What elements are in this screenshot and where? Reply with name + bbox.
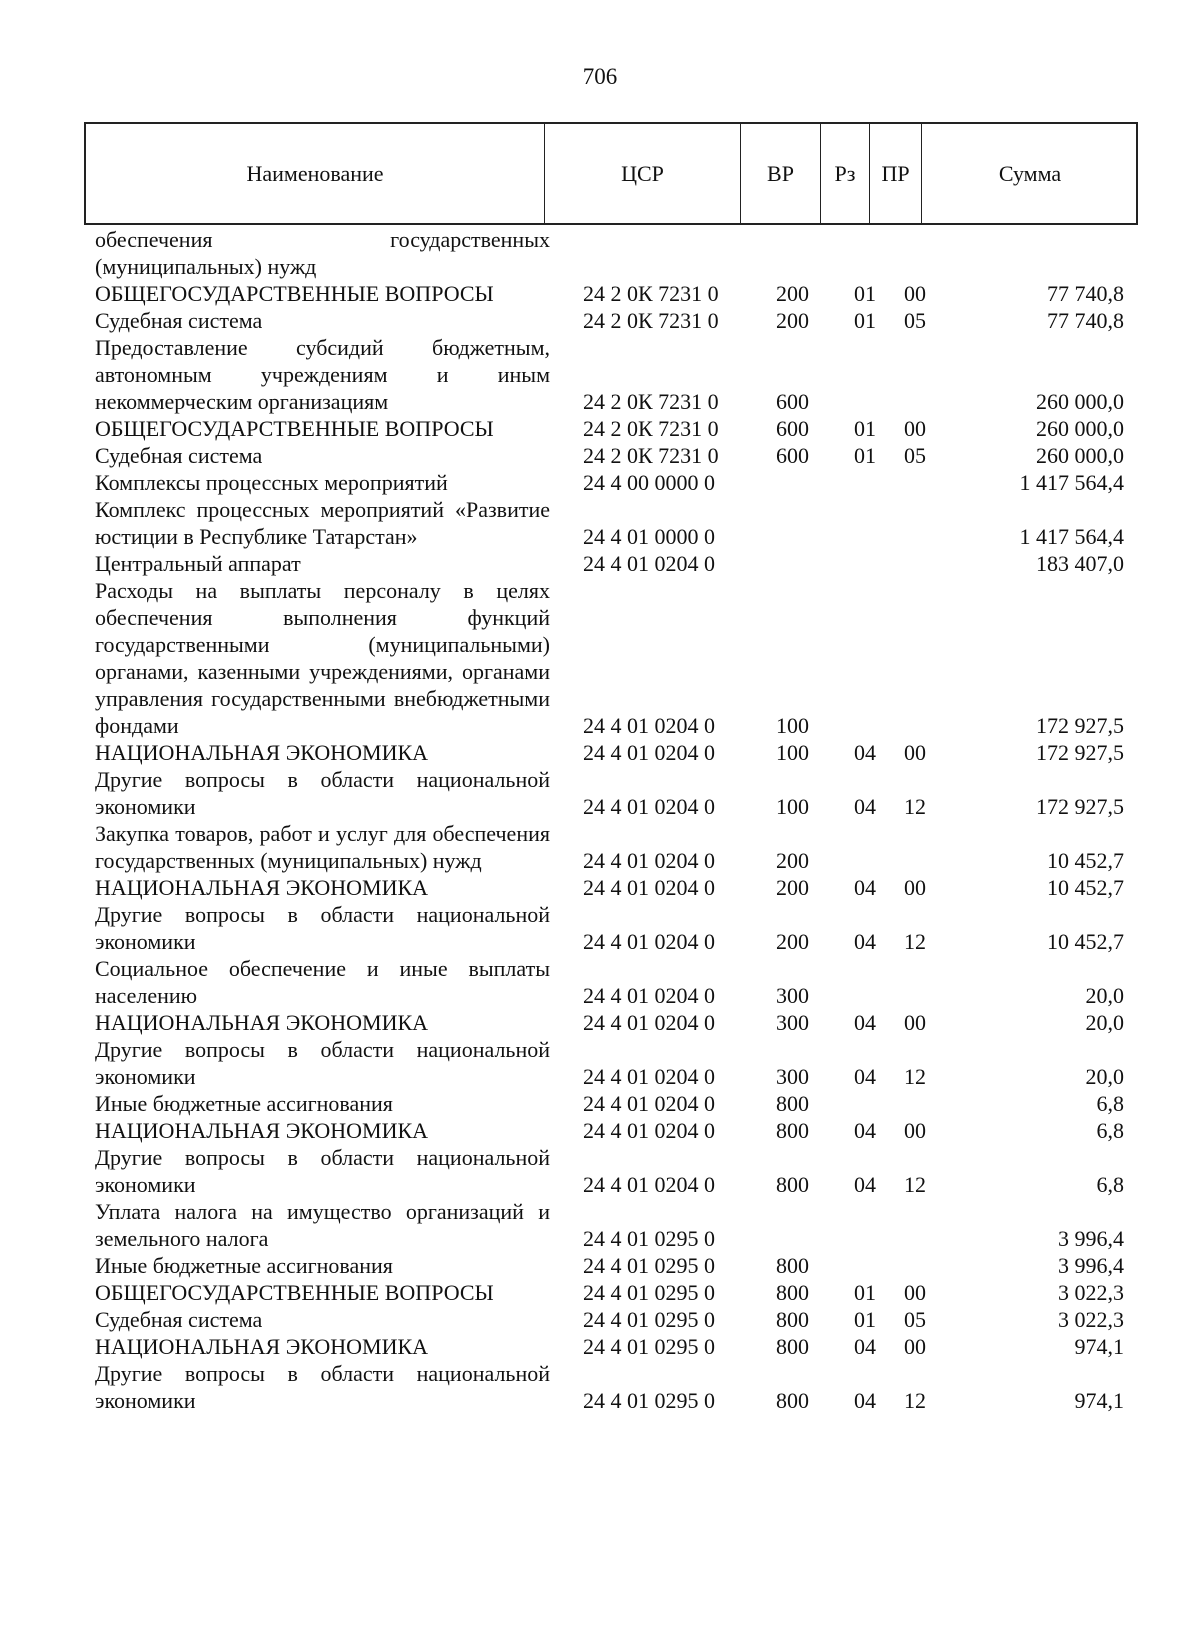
- row-sum: 77 740,8: [1047, 308, 1124, 333]
- row-vr: 600: [776, 389, 809, 414]
- row-sum: 10 452,7: [1047, 848, 1124, 873]
- row-sum: 20,0: [1085, 983, 1124, 1008]
- table-row: [84, 874, 1138, 901]
- table-row: [84, 739, 1138, 766]
- row-csr: 24 4 01 0204 0: [583, 1118, 715, 1143]
- row-pr: 00: [904, 875, 926, 900]
- row-pr: 00: [904, 1280, 926, 1305]
- row-sum: 20,0: [1085, 1064, 1124, 1089]
- row-csr: 24 4 01 0204 0: [583, 875, 715, 900]
- table-row: [84, 577, 1138, 739]
- row-vr: 200: [776, 875, 809, 900]
- row-pr: 00: [904, 1010, 926, 1035]
- row-name: Иные бюджетные ассигнования: [95, 1253, 393, 1278]
- row-sum: 3 022,3: [1058, 1280, 1124, 1305]
- row-name: Судебная система: [95, 443, 263, 468]
- row-rz: 04: [854, 1064, 876, 1089]
- row-vr: 200: [776, 929, 809, 954]
- budget-table: [84, 226, 1138, 1414]
- row-vr: 100: [776, 713, 809, 738]
- row-sum: 260 000,0: [1036, 416, 1124, 441]
- row-rz: 04: [854, 1010, 876, 1035]
- row-csr: 24 4 01 0204 0: [583, 1091, 715, 1116]
- row-sum: 183 407,0: [1036, 551, 1124, 576]
- row-csr: 24 4 01 0295 0: [583, 1226, 715, 1251]
- row-rz: 04: [854, 1334, 876, 1359]
- row-vr: 800: [776, 1388, 809, 1413]
- row-vr: 800: [776, 1280, 809, 1305]
- table-row: [84, 469, 1138, 496]
- row-vr: 600: [776, 416, 809, 441]
- row-pr: 00: [904, 1334, 926, 1359]
- row-csr: 24 4 01 0295 0: [583, 1334, 715, 1359]
- row-name: Судебная система: [95, 308, 263, 333]
- row-csr: 24 4 01 0204 0: [583, 1010, 715, 1035]
- row-vr: 800: [776, 1091, 809, 1116]
- row-sum: 172 927,5: [1036, 794, 1124, 819]
- row-vr: 800: [776, 1118, 809, 1143]
- row-csr: 24 2 0К 7231 0: [583, 281, 719, 306]
- row-pr: 05: [904, 308, 926, 333]
- row-name: Другие вопросы в области национальной экономики: [95, 902, 550, 954]
- row-name: Центральный аппарат: [95, 551, 301, 576]
- table-row: [84, 1198, 1138, 1252]
- row-vr: 600: [776, 443, 809, 468]
- row-pr: 12: [904, 1172, 926, 1197]
- row-vr: 300: [776, 1064, 809, 1089]
- row-sum: 172 927,5: [1036, 740, 1124, 765]
- table-row: [84, 1360, 1138, 1414]
- row-sum: 260 000,0: [1036, 443, 1124, 468]
- row-rz: 04: [854, 1118, 876, 1143]
- row-name: Другие вопросы в области национальной экономики: [95, 1037, 550, 1089]
- row-vr: 800: [776, 1334, 809, 1359]
- row-pr: 05: [904, 443, 926, 468]
- row-sum: 1 417 564,4: [1019, 524, 1124, 549]
- row-sum: 6,8: [1096, 1118, 1124, 1143]
- row-vr: 100: [776, 740, 809, 765]
- row-name: Другие вопросы в области национальной экономики: [95, 767, 550, 819]
- row-sum: 974,1: [1074, 1334, 1124, 1359]
- row-pr: 00: [904, 1118, 926, 1143]
- row-name: обеспечения государственных (муниципальных) нужд: [95, 227, 550, 279]
- table-row: [84, 280, 1138, 307]
- table-row: [84, 1144, 1138, 1198]
- table-row: [84, 1252, 1138, 1279]
- row-rz: 01: [854, 416, 876, 441]
- row-sum: 1 417 564,4: [1019, 470, 1124, 495]
- row-csr: 24 4 01 0295 0: [583, 1280, 715, 1305]
- row-rz: 04: [854, 1172, 876, 1197]
- page-number: 706: [582, 64, 618, 89]
- row-rz: 04: [854, 1388, 876, 1413]
- row-vr: 800: [776, 1172, 809, 1197]
- table-row: [84, 1036, 1138, 1090]
- column-header-pr: ПР: [870, 124, 922, 223]
- row-sum: 10 452,7: [1047, 929, 1124, 954]
- row-csr: 24 4 01 0204 0: [583, 794, 715, 819]
- row-pr: 12: [904, 929, 926, 954]
- row-csr: 24 2 0К 7231 0: [583, 416, 719, 441]
- row-rz: 04: [854, 875, 876, 900]
- row-rz: 04: [854, 794, 876, 819]
- row-vr: 800: [776, 1307, 809, 1332]
- table-header: [84, 122, 1138, 225]
- row-name: ОБЩЕГОСУДАРСТВЕННЫЕ ВОПРОСЫ: [95, 281, 494, 306]
- row-name: ОБЩЕГОСУДАРСТВЕННЫЕ ВОПРОСЫ: [95, 1280, 494, 1305]
- table-row: [84, 1333, 1138, 1360]
- row-pr: 00: [904, 740, 926, 765]
- table-row: [84, 442, 1138, 469]
- table-row: [84, 550, 1138, 577]
- row-name: Расходы на выплаты персоналу в целях обеспечения выполнения функций государственными (муниципальными) органами, казенными учреждениями, органами управления государственными внебюджетными фондами: [95, 578, 550, 738]
- row-vr: 300: [776, 983, 809, 1008]
- row-csr: 24 4 00 0000 0: [583, 470, 715, 495]
- row-vr: 800: [776, 1253, 809, 1278]
- table-row: [84, 226, 1138, 280]
- row-name: Предоставление субсидий бюджетным, автономным учреждениям и иным некоммерческим организациям: [95, 335, 550, 414]
- row-sum: 260 000,0: [1036, 389, 1124, 414]
- row-sum: 3 996,4: [1058, 1253, 1124, 1278]
- column-header-name: Наименование: [86, 124, 545, 223]
- row-rz: 01: [854, 308, 876, 333]
- row-sum: 77 740,8: [1047, 281, 1124, 306]
- column-header-csr: ЦСР: [545, 124, 741, 223]
- table-row: [84, 1117, 1138, 1144]
- row-sum: 3 022,3: [1058, 1307, 1124, 1332]
- table-row: [84, 1009, 1138, 1036]
- row-name: Уплата налога на имущество организаций и земельного налога: [95, 1199, 550, 1251]
- column-header-vr: ВР: [741, 124, 821, 223]
- row-name: Другие вопросы в области национальной экономики: [95, 1145, 550, 1197]
- row-sum: 172 927,5: [1036, 713, 1124, 738]
- table-row: [84, 1279, 1138, 1306]
- row-csr: 24 4 01 0204 0: [583, 983, 715, 1008]
- row-name: Комплекс процессных мероприятий «Развитие юстиции в Республике Татарстан»: [95, 497, 550, 549]
- row-sum: 6,8: [1096, 1172, 1124, 1197]
- row-name: Иные бюджетные ассигнования: [95, 1091, 393, 1116]
- row-csr: 24 4 01 0204 0: [583, 1064, 715, 1089]
- row-csr: 24 4 01 0204 0: [583, 1172, 715, 1197]
- row-rz: 04: [854, 740, 876, 765]
- row-name: НАЦИОНАЛЬНАЯ ЭКОНОМИКА: [95, 1118, 429, 1143]
- column-header-rz: Рз: [821, 124, 870, 223]
- row-csr: 24 4 01 0295 0: [583, 1388, 715, 1413]
- row-name: Закупка товаров, работ и услуг для обеспечения государственных (муниципальных) нужд: [95, 821, 550, 873]
- row-pr: 00: [904, 281, 926, 306]
- row-vr: 300: [776, 1010, 809, 1035]
- row-vr: 200: [776, 308, 809, 333]
- row-name: Комплексы процессных мероприятий: [95, 470, 448, 495]
- row-csr: 24 4 01 0000 0: [583, 524, 715, 549]
- row-sum: 6,8: [1096, 1091, 1124, 1116]
- row-pr: 00: [904, 416, 926, 441]
- row-rz: 01: [854, 1307, 876, 1332]
- row-name: НАЦИОНАЛЬНАЯ ЭКОНОМИКА: [95, 1010, 429, 1035]
- row-pr: 12: [904, 794, 926, 819]
- row-pr: 05: [904, 1307, 926, 1332]
- column-header-sum: Сумма: [998, 160, 1062, 186]
- row-rz: 01: [854, 281, 876, 306]
- row-csr: 24 4 01 0204 0: [583, 740, 715, 765]
- row-csr: 24 4 01 0204 0: [583, 551, 715, 576]
- row-name: Другие вопросы в области национальной экономики: [95, 1361, 550, 1413]
- row-csr: 24 2 0К 7231 0: [583, 443, 719, 468]
- row-name: НАЦИОНАЛЬНАЯ ЭКОНОМИКА: [95, 1334, 429, 1359]
- table-row: [84, 955, 1138, 1009]
- row-rz: 01: [854, 443, 876, 468]
- row-csr: 24 2 0К 7231 0: [583, 308, 719, 333]
- row-name: ОБЩЕГОСУДАРСТВЕННЫЕ ВОПРОСЫ: [95, 416, 494, 441]
- row-name: Судебная система: [95, 1307, 263, 1332]
- row-pr: 12: [904, 1388, 926, 1413]
- table-row: [84, 766, 1138, 820]
- row-sum: 974,1: [1074, 1388, 1124, 1413]
- row-csr: 24 4 01 0204 0: [583, 848, 715, 873]
- table-row: [84, 334, 1138, 415]
- row-vr: 200: [776, 848, 809, 873]
- row-rz: 01: [854, 1280, 876, 1305]
- row-sum: 20,0: [1085, 1010, 1124, 1035]
- row-csr: 24 2 0К 7231 0: [583, 389, 719, 414]
- row-sum: 3 996,4: [1058, 1226, 1124, 1251]
- table-row: [84, 1306, 1138, 1333]
- row-vr: 100: [776, 794, 809, 819]
- row-csr: 24 4 01 0204 0: [583, 929, 715, 954]
- table-row: [84, 820, 1138, 874]
- table-row: [84, 307, 1138, 334]
- row-name: Социальное обеспечение и иные выплаты населению: [95, 956, 550, 1008]
- row-csr: 24 4 01 0204 0: [583, 713, 715, 738]
- table-row: [84, 496, 1138, 550]
- table-row: [84, 1090, 1138, 1117]
- row-name: НАЦИОНАЛЬНАЯ ЭКОНОМИКА: [95, 875, 429, 900]
- row-sum: 10 452,7: [1047, 875, 1124, 900]
- row-pr: 12: [904, 1064, 926, 1089]
- table-row: [84, 901, 1138, 955]
- row-vr: 200: [776, 281, 809, 306]
- row-csr: 24 4 01 0295 0: [583, 1253, 715, 1278]
- table-row: [84, 415, 1138, 442]
- row-name: НАЦИОНАЛЬНАЯ ЭКОНОМИКА: [95, 740, 429, 765]
- row-csr: 24 4 01 0295 0: [583, 1307, 715, 1332]
- row-rz: 04: [854, 929, 876, 954]
